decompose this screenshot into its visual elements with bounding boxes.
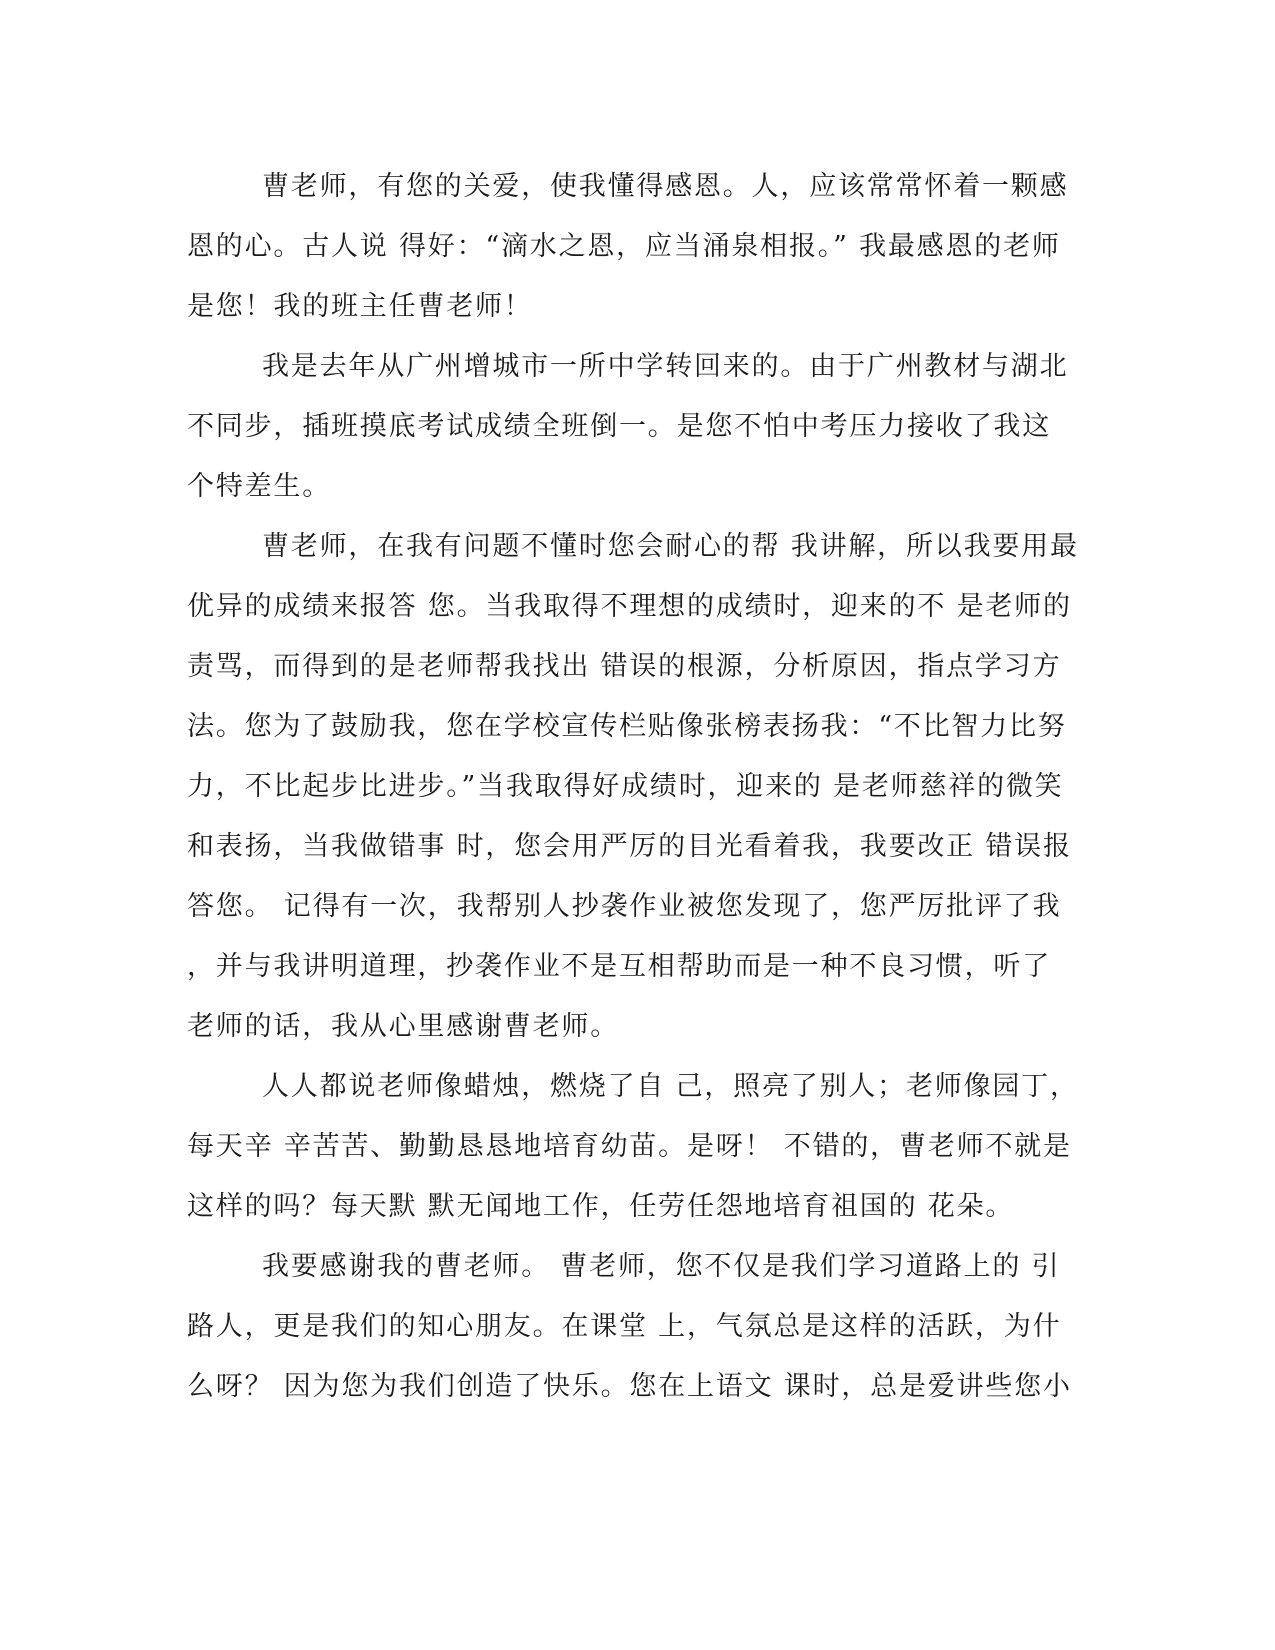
paragraph-3-line-9: 老师的话，我从心里感谢曹老师。 (187, 1011, 619, 1042)
paragraph-2-line-3: 个特差生。 (187, 471, 331, 502)
paragraph-2-line-1: 我是去年从广州增城市一所中学转回来的。由于广州教材与湖北 (262, 351, 1069, 382)
paragraph-3-line-6: 和表扬，当我做错事 时，您会用严厉的目光看着我，我要改正 错误报 (187, 831, 1072, 862)
paragraph-1-line-1: 曹老师，有您的关爱，使我懂得感恩。人，应该常常怀着一颗感 (262, 171, 1069, 202)
paragraph-5-line-2: 路人，更是我们的知心朋友。在课堂 上，气氛总是这样的活跃，为什 (187, 1311, 1062, 1342)
paragraph-1-line-3: 是您！我的班主任曹老师！ (187, 291, 533, 322)
paragraph-4-line-3: 这样的吗？每天默 默无闻地工作，任劳任怨地培育祖国的 花朵。 (187, 1191, 1015, 1222)
paragraph-5-line-1: 我要感谢我的曹老师。 曹老师，您不仅是我们学习道路上的 引 (262, 1251, 1061, 1282)
paragraph-3-line-3: 责骂，而得到的是老师帮我找出 错误的根源，分析原因，指点学习方 (187, 651, 1062, 682)
paragraph-3-line-1: 曹老师，在我有问题不懂时您会耐心的帮 我讲解，所以我要用最 (262, 531, 1079, 562)
paragraph-4-line-1: 人人都说老师像蜡烛，燃烧了自 己，照亮了别人；老师像园丁， (262, 1071, 1079, 1102)
paragraph-3-line-7: 答您。 记得有一次，我帮别人抄袭作业被您发现了，您严厉批评了我 (187, 891, 1062, 922)
paragraph-4-line-2: 每天辛 辛苦苦、勤勤恳恳地培育幼苗。是呀！ 不错的，曹老师不就是 (187, 1131, 1072, 1162)
paragraph-3-line-5: 力，不比起步比进步。”当我取得好成绩时，迎来的 是老师慈祥的微笑 (187, 771, 1064, 802)
paragraph-2-line-2: 不同步，插班摸底考试成绩全班倒一。是您不怕中考压力接收了我这 (187, 411, 1051, 442)
paragraph-5-line-3: 么呀？ 因为您为我们创造了快乐。您在上语文 课时，总是爱讲些您小 (187, 1371, 1072, 1402)
paragraph-3-line-4: 法。您为了鼓励我，您在学校宣传栏贴像张榜表扬我：“不比智力比努 (187, 711, 1067, 742)
paragraph-3-line-2: 优异的成绩来报答 您。当我取得不理想的成绩时，迎来的不 是老师的 (187, 591, 1072, 622)
paragraph-3-line-8: ，并与我讲明道理，抄袭作业不是互相帮助而是一种不良习惯，听了 (187, 951, 1051, 982)
essay-body (187, 157, 1087, 1417)
paragraph-1-line-2: 恩的心。古人说 得好：“滴水之恩，应当涌泉相报。” 我最感恩的老师 (187, 231, 1061, 262)
